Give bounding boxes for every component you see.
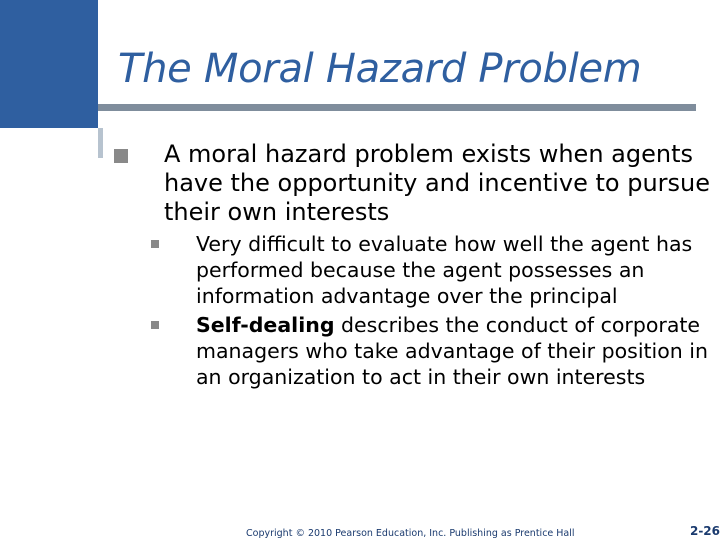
sub-bullet-item: [110, 231, 725, 309]
sub-bullet-body: describes the conduct of corporate managers who take advantage of their position in an organization to act in their own interests: [196, 313, 708, 389]
slide-title: The Moral Hazard Problem: [118, 46, 642, 92]
sub-bullet-text: [196, 312, 725, 390]
sub-bullet-item: [110, 312, 725, 390]
small-square-bullet-icon: [151, 321, 159, 329]
sub-bullet-text: [196, 231, 725, 309]
main-bullet-text: A moral hazard problem exists when agents have the opportunity and incentive to pursue their own interests: [164, 140, 710, 226]
footer-copyright: Copyright © 2010 Pearson Education, Inc. Publishing as Prentice Hall: [246, 528, 575, 539]
square-bullet-icon: [114, 149, 128, 163]
title-underline-rule: [98, 104, 696, 111]
slide-content: [110, 140, 725, 390]
small-square-bullet-icon: [151, 240, 159, 248]
rule-accent-mark: [98, 128, 103, 158]
sub-bullet-body: Very difficult to evaluate how well the agent has performed because the agent possesses an information advantage over the principal: [196, 232, 693, 308]
left-accent-band: [0, 0, 98, 128]
main-bullet-item: [110, 140, 725, 227]
slide-number: 2-26: [689, 524, 720, 538]
sub-bullet-bold-term: Self-dealing: [196, 313, 335, 337]
